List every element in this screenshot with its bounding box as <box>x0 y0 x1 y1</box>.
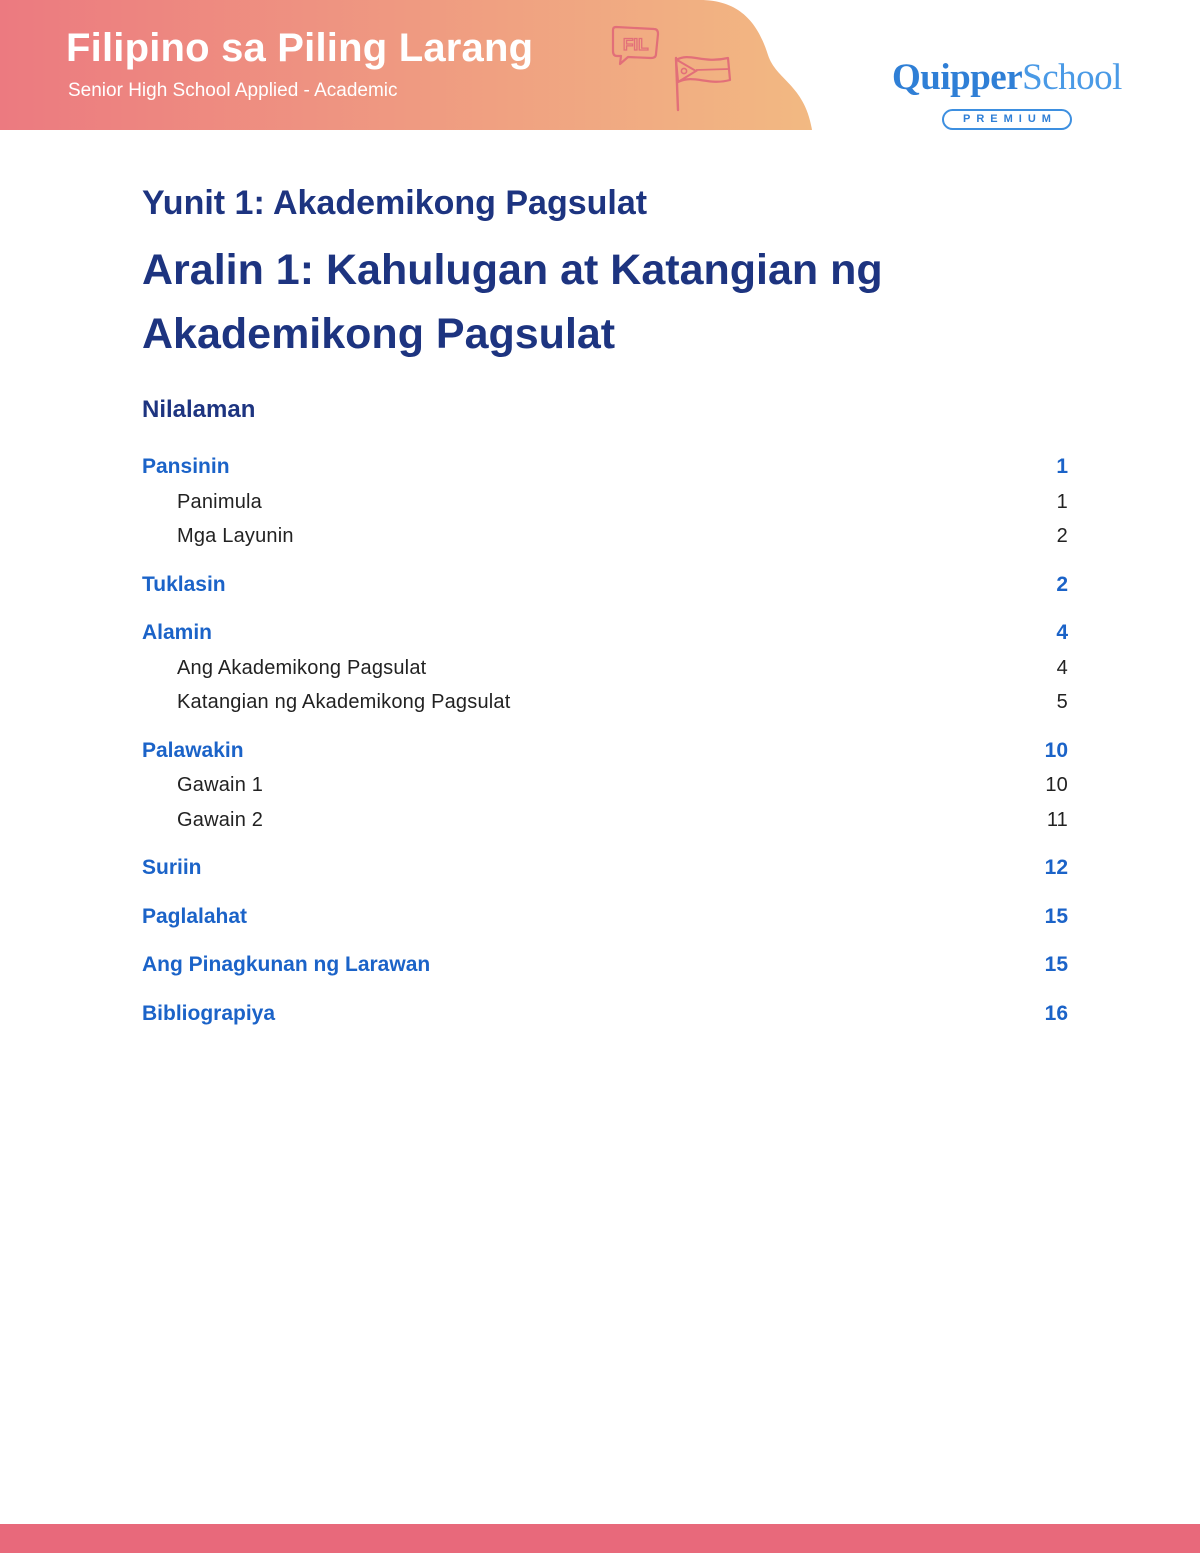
toc-subentry[interactable] <box>142 685 1068 720</box>
table-of-contents <box>142 450 1068 1045</box>
toc-entry-page: 10 <box>1044 738 1068 762</box>
toc-entry-title: Bibliograpiya <box>142 1001 276 1025</box>
course-subtitle: Senior High School Applied - Academic <box>68 80 398 101</box>
toc-entry-title: Paglalahat <box>142 904 248 928</box>
toc-entry[interactable] <box>142 568 1068 603</box>
fil-badge-text: FIL <box>623 35 649 54</box>
toc-subentry-page: 10 <box>1045 774 1068 796</box>
toc-entry[interactable] <box>142 616 1068 651</box>
toc-section <box>142 734 1068 838</box>
brand-name <box>892 56 1122 99</box>
unit-title: Yunit 1: Akademikong Pagsulat <box>142 184 648 222</box>
toc-entry[interactable] <box>142 734 1068 769</box>
toc-subentry[interactable] <box>142 803 1068 838</box>
toc-subentry-title: Gawain 1 <box>177 774 264 796</box>
toc-subentry-page: 2 <box>1056 525 1068 547</box>
toc-subentry[interactable] <box>142 768 1068 803</box>
course-title: Filipino sa Piling Larang <box>66 26 534 70</box>
toc-entry-title: Alamin <box>142 621 213 644</box>
toc-entry-page: 15 <box>1044 904 1068 928</box>
flag-icon <box>668 48 734 114</box>
toc-section <box>142 450 1068 554</box>
toc-entry-page: 4 <box>1056 621 1068 644</box>
toc-entry-page: 15 <box>1044 953 1068 976</box>
toc-entry[interactable] <box>142 450 1068 485</box>
toc-entry[interactable] <box>142 851 1068 886</box>
toc-subentry-title: Panimula <box>177 490 262 513</box>
toc-subentry-page: 5 <box>1056 691 1068 713</box>
toc-subentry-page: 1 <box>1056 490 1068 513</box>
toc-subentry-title: Ang Akademikong Pagsulat <box>177 656 427 679</box>
lesson-title: Aralin 1: Kahulugan at Katangian ng Akademikong Pagsulat <box>142 246 883 358</box>
toc-entry-title: Palawakin <box>142 738 244 762</box>
toc-section <box>142 568 1068 603</box>
toc-subentry[interactable] <box>142 519 1068 554</box>
speech-bubble-icon <box>610 24 660 66</box>
toc-section <box>142 900 1068 935</box>
toc-entry-page: 12 <box>1044 856 1068 879</box>
toc-entry-page: 16 <box>1044 1001 1068 1025</box>
toc-entry[interactable] <box>142 948 1068 983</box>
toc-subentry-title: Gawain 2 <box>177 808 264 831</box>
toc-section <box>142 851 1068 886</box>
toc-entry-page: 1 <box>1056 455 1068 478</box>
toc-entry-title: Suriin <box>142 856 202 879</box>
toc-entry-title: Ang Pinagkunan ng Larawan <box>142 953 431 976</box>
header-banner <box>0 0 820 130</box>
toc-subentry[interactable] <box>142 485 1068 520</box>
brand-logo <box>892 56 1132 136</box>
toc-subentry-page: 11 <box>1046 808 1068 831</box>
toc-entry[interactable] <box>142 997 1068 1032</box>
toc-subentry-title: Katangian ng Akademikong Pagsulat <box>177 691 511 713</box>
toc-section <box>142 616 1068 720</box>
footer-bar <box>0 1524 1200 1553</box>
toc-entry-title: Pansinin <box>142 455 230 478</box>
toc-heading: Nilalaman <box>142 396 256 423</box>
toc-entry-page: 2 <box>1056 572 1068 596</box>
toc-entry-title: Tuklasin <box>142 572 226 596</box>
brand-name-part2: School <box>1022 57 1122 98</box>
brand-tier-badge: PREMIUM <box>942 109 1072 130</box>
toc-section <box>142 997 1068 1032</box>
toc-section <box>142 948 1068 983</box>
brand-name-part1: Quipper <box>892 57 1023 98</box>
toc-subentry-title: Mga Layunin <box>177 525 294 547</box>
toc-entry[interactable] <box>142 900 1068 935</box>
toc-subentry[interactable] <box>142 651 1068 686</box>
toc-subentry-page: 4 <box>1056 656 1068 679</box>
